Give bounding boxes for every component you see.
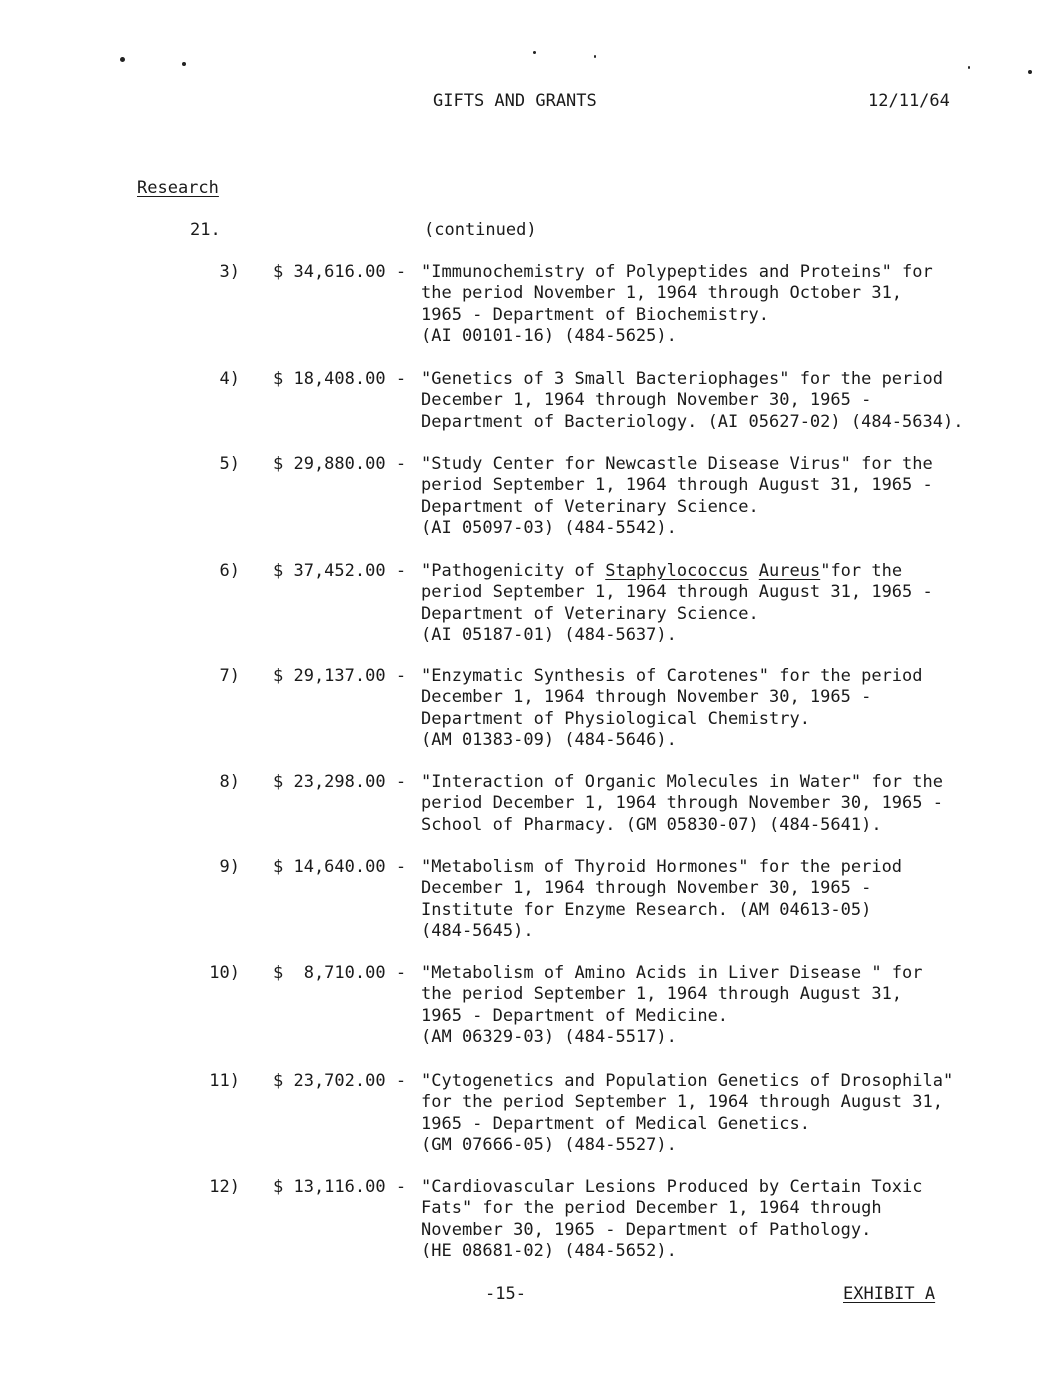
entry-line: 1965 - Department of Biochemistry. [421, 304, 769, 325]
entry-amount: $ 13,116.00 - [273, 1177, 407, 1197]
entry-amount: $ 23,298.00 - [273, 772, 407, 792]
entry-line: for the period September 1, 1964 through August 31, [421, 1092, 943, 1113]
entry-line: (AI 05187-01) (484-5637). [421, 624, 677, 645]
entry-line: "Genetics of 3 Small Bacteriophages" for the period [421, 369, 943, 389]
entry-line: the period November 1, 1964 through October 31, [421, 283, 903, 304]
entry-line: (AI 00101-16) (484-5625). [421, 325, 677, 346]
entry-line: the period September 1, 1964 through August 31, [421, 984, 903, 1005]
entry-line: December 1, 1964 through November 30, 1965 - [421, 390, 872, 411]
entry-title-line [421, 561, 933, 582]
entry-line: (HE 08681-02) (484-5652). [421, 1240, 677, 1261]
entry-title-suffix: "for the [820, 561, 903, 581]
entry-line: Department of Veterinary Science. [421, 496, 759, 517]
item-number: 21. [190, 220, 221, 240]
entry-line: 1965 - Department of Medical Genetics. [421, 1113, 810, 1134]
entry-line: Department of Bacteriology. (AI 05627-02) (484-5634). [421, 411, 964, 432]
entry-line: (GM 07666-05) (484-5527). [421, 1134, 677, 1155]
entry-description [421, 1177, 923, 1262]
species-name: Aureus [758, 561, 821, 581]
entry-line: period December 1, 1964 through November 30, 1965 - [421, 793, 943, 814]
entry-description [421, 369, 963, 433]
entry-amount: $ 34,616.00 - [273, 262, 407, 282]
entry-line: "Metabolism of Amino Acids in Liver Disease " for [421, 963, 923, 983]
entry-line: "Study Center for Newcastle Disease Virus" for the [421, 454, 933, 474]
entry-line: December 1, 1964 through November 30, 1965 - [421, 687, 872, 708]
species-name: Staphylococcus [605, 561, 749, 581]
title-space [749, 561, 759, 581]
entry-line: School of Pharmacy. (GM 05830-07) (484-5641). [421, 814, 882, 835]
entry-line: Department of Veterinary Science. [421, 603, 759, 624]
entry-amount: $ 29,880.00 - [273, 454, 407, 474]
entry-description [421, 857, 902, 942]
entry-description [421, 454, 933, 539]
entry-line: Department of Physiological Chemistry. [421, 708, 810, 729]
entry-line: (AM 06329-03) (484-5517). [421, 1026, 677, 1047]
entry-description [421, 262, 933, 347]
entry-number: 3) [219, 262, 240, 282]
entry-line: (484-5645). [421, 920, 534, 941]
document-title: GIFTS AND GRANTS [433, 91, 597, 111]
scan-speck [594, 55, 596, 58]
entry-line: Fats" for the period December 1, 1964 through [421, 1198, 882, 1219]
continued-label: (continued) [424, 220, 537, 240]
document-date: 12/11/64 [868, 91, 950, 111]
entry-description [421, 963, 923, 1048]
entry-line: Institute for Enzyme Research. (AM 04613-05) [421, 899, 872, 920]
entry-number: 11) [209, 1071, 240, 1091]
entry-amount: $ 37,452.00 - [273, 561, 407, 581]
entry-number: 7) [219, 666, 240, 686]
entry-number: 6) [219, 561, 240, 581]
entry-line: period September 1, 1964 through August 31, 1965 - [421, 475, 933, 496]
entry-number: 10) [209, 963, 240, 983]
entry-line: (AI 05097-03) (484-5542). [421, 517, 677, 538]
entry-line: "Enzymatic Synthesis of Carotenes" for the period [421, 666, 923, 686]
entry-amount: $ 18,408.00 - [273, 369, 407, 389]
entry-line: period September 1, 1964 through August 31, 1965 - [421, 582, 933, 603]
entry-line: "Cytogenetics and Population Genetics of Drosophila" [421, 1071, 954, 1091]
entry-line: "Metabolism of Thyroid Hormones" for the period [421, 857, 903, 877]
entry-line: November 30, 1965 - Department of Pathology. [421, 1219, 872, 1240]
entry-number: 9) [219, 857, 240, 877]
scan-speck [1028, 70, 1032, 74]
entry-number: 12) [209, 1177, 240, 1197]
entry-line: 1965 - Department of Medicine. [421, 1005, 729, 1026]
section-heading: Research [137, 178, 219, 198]
scan-speck [968, 66, 970, 69]
entry-line: December 1, 1964 through November 30, 1965 - [421, 878, 872, 899]
entry-amount: $ 29,137.00 - [273, 666, 407, 686]
entry-description [421, 666, 923, 751]
entry-number: 5) [219, 454, 240, 474]
entry-line: "Immunochemistry of Polypeptides and Proteins" for [421, 262, 933, 282]
scan-speck [182, 62, 186, 66]
entry-amount: $ 8,710.00 - [273, 963, 407, 983]
scan-speck [533, 51, 536, 54]
scan-speck [120, 57, 125, 62]
entry-line: "Cardiovascular Lesions Produced by Certain Toxic [421, 1177, 923, 1197]
entry-amount: $ 14,640.00 - [273, 857, 407, 877]
page-number: -15- [485, 1284, 526, 1304]
entry-number: 4) [219, 369, 240, 389]
exhibit-label: EXHIBIT A [843, 1284, 936, 1304]
entry-line: "Interaction of Organic Molecules in Water" for the [421, 772, 943, 792]
entry-amount: $ 23,702.00 - [273, 1071, 407, 1091]
entry-line: (AM 01383-09) (484-5646). [421, 729, 677, 750]
entry-description [421, 561, 933, 646]
entry-title-prefix: "Pathogenicity of [421, 561, 606, 581]
entry-description [421, 772, 943, 836]
entry-number: 8) [219, 772, 240, 792]
entry-description [421, 1071, 953, 1156]
